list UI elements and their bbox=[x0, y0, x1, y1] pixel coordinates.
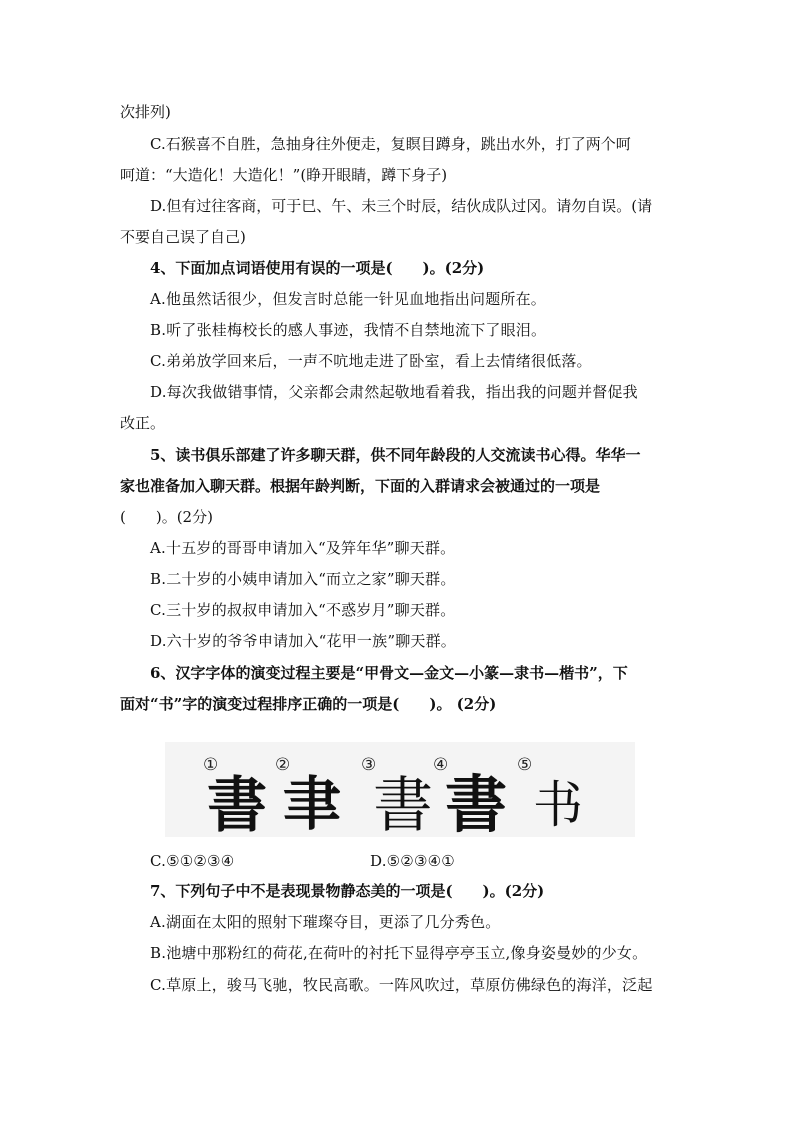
question-5-line3: ( )。(2分) bbox=[120, 508, 213, 526]
question-6-line2: 面对“书”字的演变过程排序正确的一项是( )。 (2分) bbox=[120, 695, 497, 713]
text-line: 改正。 bbox=[120, 414, 166, 432]
text-line: 呵道：“大造化！大造化！”(睁开眼睛，蹲下身子) bbox=[120, 166, 448, 184]
option-c: C.三十岁的叔叔申请加入“不惑岁月”聊天群。 bbox=[150, 601, 456, 619]
option-a: A.他虽然话很少，但发言时总能一针见血地指出问题所在。 bbox=[150, 290, 547, 308]
glyph-number: ① bbox=[203, 755, 219, 775]
question-7: 7、下列句子中不是表现景物静态美的一项是( )。(2分) bbox=[150, 882, 545, 900]
option-d: D.但有过往客商，可于巳、午、未三个时辰，结伙成队过冈。请勿自误。(请 bbox=[150, 197, 653, 215]
glyph-shu-4: 書 bbox=[445, 768, 508, 837]
glyph-number: ④ bbox=[433, 755, 449, 775]
option-c: C.⑤①②③④ bbox=[150, 852, 235, 870]
option-b: B.听了张桂梅校长的感人事迹，我情不自禁地流下了眼泪。 bbox=[150, 321, 547, 339]
glyph-number: ② bbox=[275, 755, 291, 775]
glyph-shu-1: 書 bbox=[207, 771, 267, 837]
option-b: B.二十岁的小姨申请加入“而立之家”聊天群。 bbox=[150, 570, 456, 588]
text-line: 不要自己误了自己) bbox=[120, 228, 246, 246]
question-5: 5、读书俱乐部建了许多聊天群，供不同年龄段的人交流读书心得。华华一 bbox=[150, 446, 641, 464]
question-6: 6、汉字字体的演变过程主要是“甲骨文—金文—小篆—隶书—楷书”，下 bbox=[150, 664, 628, 682]
glyph-number: ③ bbox=[361, 755, 377, 775]
glyph-number: ⑤ bbox=[517, 755, 533, 775]
glyph-shu-5: 书 bbox=[533, 776, 583, 834]
option-d: D.⑤②③④① bbox=[370, 852, 455, 870]
question-4: 4、下面加点词语使用有误的一项是( )。(2分) bbox=[150, 259, 485, 277]
calligraphy-image bbox=[165, 742, 635, 837]
option-c: C.弟弟放学回来后，一声不吭地走进了卧室，看上去情绪很低落。 bbox=[150, 352, 592, 370]
glyph-shu-3: 書 bbox=[373, 771, 433, 837]
question-5-line2: 家也准备加入聊天群。根据年龄判断，下面的入群请求会被通过的一项是 bbox=[120, 477, 601, 495]
glyph-shu-2: 聿 bbox=[283, 770, 342, 837]
option-a: A.十五岁的哥哥申请加入“及笄年华”聊天群。 bbox=[150, 539, 456, 557]
option-c: C.草原上，骏马飞驰，牧民高歌。一阵风吹过，草原仿佛绿色的海洋，泛起 bbox=[150, 976, 653, 994]
option-a: A.湖面在太阳的照射下璀璨夺目，更添了几分秀色。 bbox=[150, 913, 501, 931]
option-d: D.六十岁的爷爷申请加入“花甲一族”聊天群。 bbox=[150, 632, 456, 650]
text-line: 次排列) bbox=[120, 103, 171, 121]
option-b: B.池塘中那粉红的荷花,在荷叶的衬托下显得亭亭玉立,像身姿曼妙的少女。 bbox=[150, 944, 648, 962]
option-d: D.每次我做错事情，父亲都会肃然起敬地看着我，指出我的问题并督促我 bbox=[150, 383, 638, 401]
option-c: C.石猴喜不自胜，急抽身往外便走，复瞑目蹲身，跳出水外，打了两个呵 bbox=[150, 135, 631, 153]
